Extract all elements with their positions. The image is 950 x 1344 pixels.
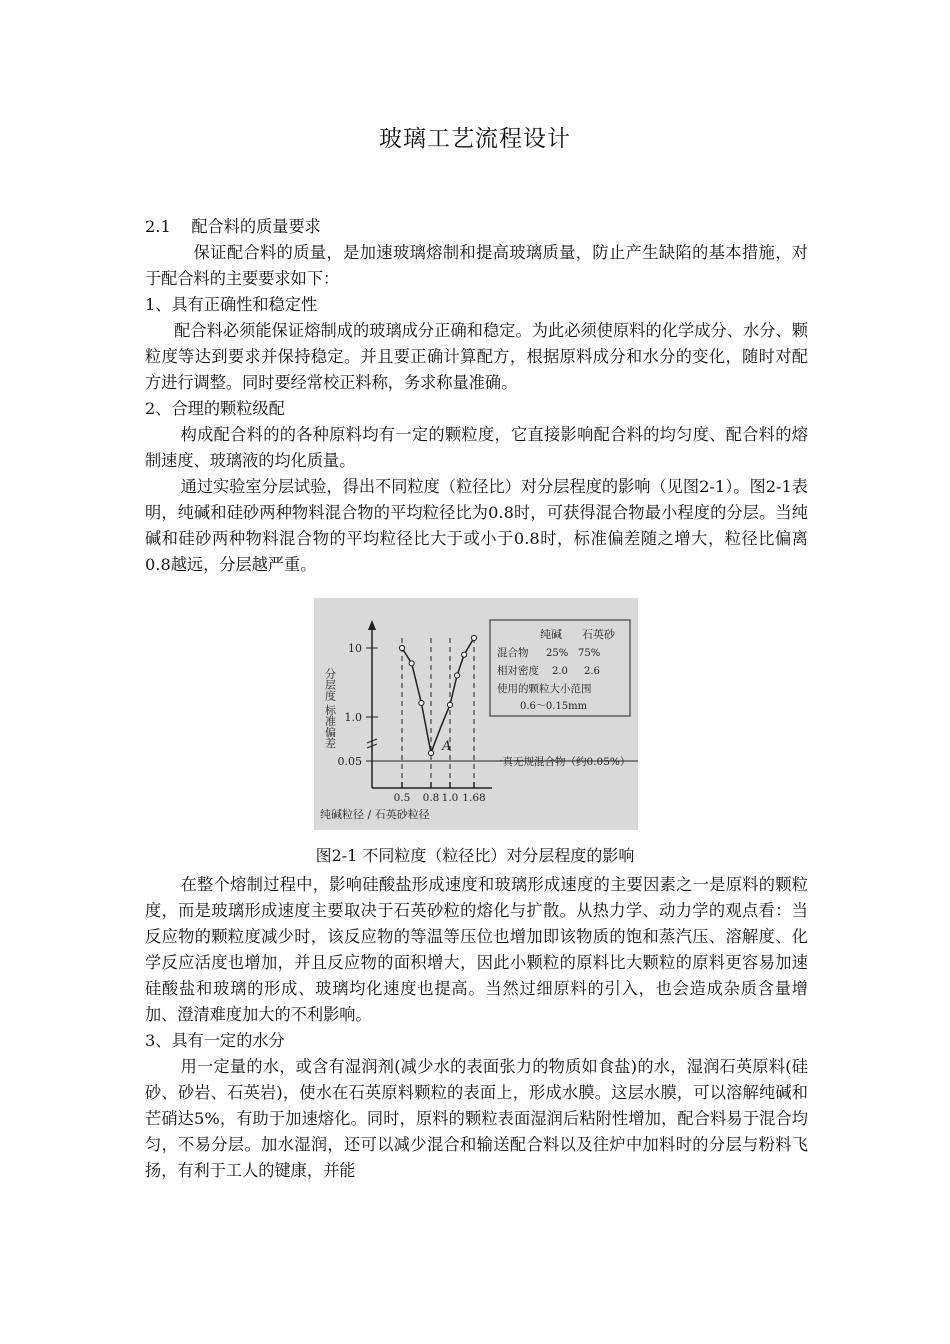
paragraph-4: 在整个熔制过程中，影响硅酸盐形成速度和玻璃形成速度的主要因素之一是原料的颗粒度，而是玻璃形成速度主要取决于石英砂粒的熔化与扩散。从热力学、动力学的观点看：当反应物的颗粒度减少时，该反应物的等温等压位也增加即该物质的饱和蒸汽压、溶解度、化学反应活度也增加，并且反应物的面积增大，因此小颗粒的原料比大颗粒的原料更容易加速硅酸盐和玻璃的形成、玻璃均化速度也提高。当然过细原料的引入，也会造成杂质含量增加、澄清难度加大的不利影响。 [145,875,808,1024]
paragraph-2: 构成配合料的的各种原料均有一定的颗粒度，它直接影响配合料的均匀度、配合料的熔制速度、玻璃液的均化质量。 [145,425,808,470]
legend-row2-b: 2.6 [584,666,600,677]
legend-header-a: 纯碱 [540,628,562,641]
y-tick-label-1: 1.0 [344,711,362,724]
legend-row3-label: 使用的颗粒大小范围 [497,683,592,695]
paragraph-5: 用一定量的水，或含有湿润剂(减少水的表面张力的物质如食盐)的水，湿润石英原料(硅砂、砂岩、石英岩)，使水在石英原料颗粒的表面上，形成水膜。这层水膜，可以溶解纯碱和芒硝达5%，有助于加速熔化。同时，原料的颗粒表面湿润后粘附性增加，配合料易于混合均匀，不易分层。加水湿润，还可以减少混合和输送配合料以及往炉中加料时的分层与粉料飞扬，有利于工人的键康，并能 [145,1057,808,1180]
heading-3: 3、具有一定的水分 [145,1031,285,1050]
legend-row2-label: 相对密度 [497,665,539,677]
x-tick-label-168: 1.68 [462,792,486,804]
x-axis-label: 纯碱粒径 / 石英砂粒径 [320,808,430,821]
series-point-1 [409,661,414,666]
baseline-label: 一真无规混合物（约0.05%） [492,756,631,768]
paragraph-3: 通过实验室分层试验，得出不同粒度（粒径比）对分层程度的影响（见图2-1）。图2-1表明，纯碱和硅砂两种物料混合物的平均粒径比为0.8时，可获得混合物最小程度的分层。当纯碱和硅砂两种物料混合物的平均粒径比大于或小于0.8时，标准偏差随之增大，粒径比偏离0.8越远，分层越严重。 [145,477,808,574]
paragraph-1: 配合料必须能保证熔制成的玻璃成分正确和稳定。为此必须使原料的化学成分、水分、颗粒度等达到要求并保持稳定。并且要正确计算配方，根据原料成分和水分的变化，随时对配方进行调整。同时要经常校正料称，务求称量准确。 [145,321,808,392]
series-point-3 [428,750,433,755]
y-tick-label-005: 0.05 [337,755,362,768]
figure-caption: 图2-1 不同粒度（粒径比）对分层程度的影响 [315,846,635,865]
y-tick-label-10: 10 [348,642,362,655]
heading-1: 1、具有正确性和稳定性 [145,295,318,314]
x-tick-label-10: 1.0 [441,792,459,804]
legend-row4: 0.6～0.15mm [520,701,588,712]
legend-header-b: 石英砂 [582,628,615,641]
legend-row2-a: 2.0 [552,666,568,677]
section-title: 配合料的质量要求 [191,217,321,236]
series-point-6 [462,652,467,657]
body-text-top [145,214,808,578]
legend-row1-label: 混合物 [497,647,529,659]
body-text-bottom [145,872,808,1184]
series-point-7 [471,635,476,640]
y-axis-label: 分层度 标准偏差 [323,668,337,749]
x-tick-label-08: 0.8 [422,792,440,804]
heading-2: 2、合理的颗粒级配 [145,399,285,418]
chart-svg [314,598,638,830]
series-point-0 [399,645,404,650]
legend-row1-b: 75% [578,648,601,659]
figure-2-1 [314,598,638,830]
document-title: 玻璃工艺流程设计 [379,126,571,152]
series-point-5 [454,673,459,678]
series-point-4 [447,702,452,707]
point-label-a: A [442,739,452,754]
section-heading [145,214,808,240]
series-point-2 [419,700,424,705]
intro-paragraph: 保证配合料的质量，是加速玻璃熔制和提高玻璃质量，防止产生缺陷的基本措施，对于配合料的主要要求如下： [145,243,808,288]
x-tick-label-05: 0.5 [393,792,411,804]
legend-row1-a: 25% [546,648,569,659]
section-number: 2.1 [145,217,171,236]
